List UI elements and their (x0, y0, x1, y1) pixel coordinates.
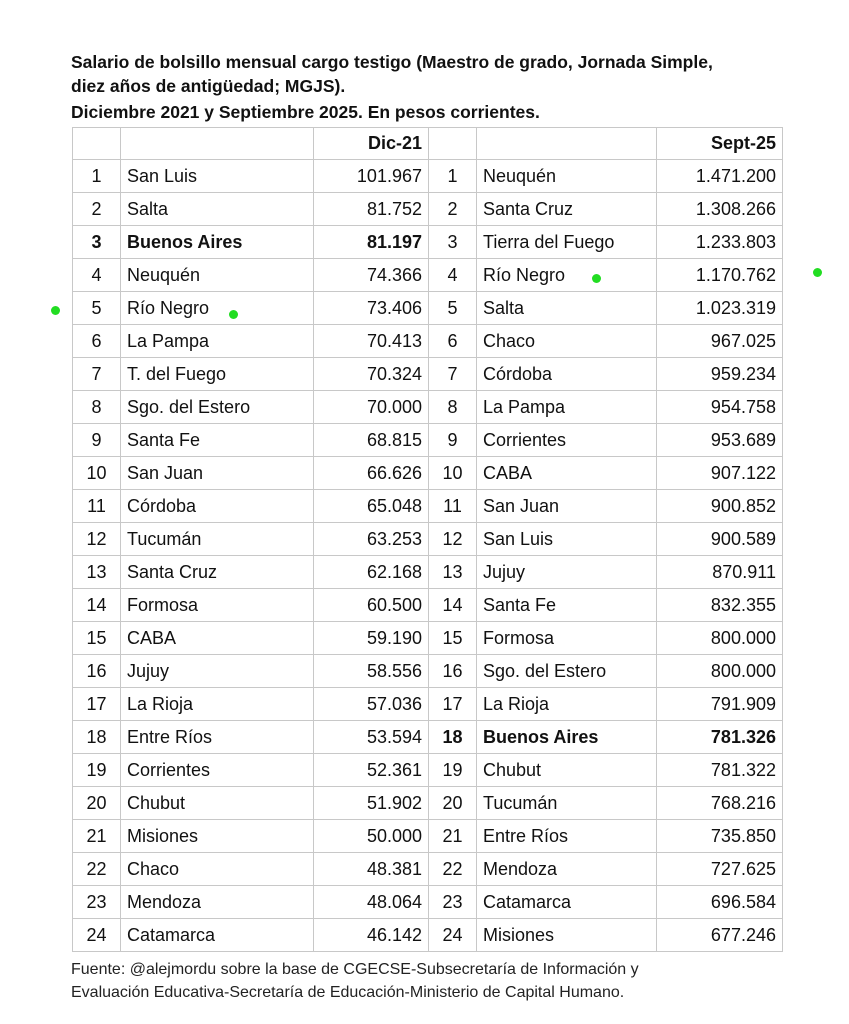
rank-left: 1 (73, 160, 121, 193)
rank-right: 23 (429, 886, 477, 919)
rank-right: 9 (429, 424, 477, 457)
salary-dic21: 65.048 (314, 490, 429, 523)
salary-sept25: 832.355 (657, 589, 783, 622)
rank-left: 4 (73, 259, 121, 292)
table-row (73, 292, 783, 325)
table-row (73, 754, 783, 787)
rank-left: 14 (73, 589, 121, 622)
footnote-line-2: Evaluación Educativa-Secretaría de Educación-Ministerio de Capital Humano. (71, 984, 625, 1001)
rank-left: 17 (73, 688, 121, 721)
table-row (73, 259, 783, 292)
salary-sept25: 677.246 (657, 919, 783, 952)
table-row (73, 226, 783, 259)
salary-sept25: 900.852 (657, 490, 783, 523)
salary-dic21: 70.324 (314, 358, 429, 391)
rank-right: 3 (429, 226, 477, 259)
province-left: Santa Cruz (121, 556, 314, 589)
rank-left: 10 (73, 457, 121, 490)
green-marker-dot (229, 310, 238, 319)
rank-left: 5 (73, 292, 121, 325)
province-right: Misiones (477, 919, 657, 952)
table-row (73, 424, 783, 457)
rank-right: 10 (429, 457, 477, 490)
footnote-line-1: Fuente: @alejmordu sobre la base de CGECSE-Subsecretaría de Información y (71, 961, 639, 978)
table-row (73, 589, 783, 622)
header-rank-right (429, 128, 477, 160)
rank-right: 11 (429, 490, 477, 523)
table-row (73, 391, 783, 424)
rank-left: 16 (73, 655, 121, 688)
province-left: Río Negro (121, 292, 314, 325)
salary-ranking-table (72, 127, 783, 952)
salary-sept25: 959.234 (657, 358, 783, 391)
rank-right: 1 (429, 160, 477, 193)
table-row (73, 523, 783, 556)
province-left: Entre Ríos (121, 721, 314, 754)
province-left: Córdoba (121, 490, 314, 523)
province-right: Mendoza (477, 853, 657, 886)
table-row (73, 358, 783, 391)
salary-dic21: 53.594 (314, 721, 429, 754)
province-right: La Pampa (477, 391, 657, 424)
province-right: Salta (477, 292, 657, 325)
province-right: Buenos Aires (477, 721, 657, 754)
rank-left: 15 (73, 622, 121, 655)
province-left: Chubut (121, 787, 314, 820)
rank-left: 9 (73, 424, 121, 457)
province-right: Jujuy (477, 556, 657, 589)
rank-left: 23 (73, 886, 121, 919)
province-right: Chubut (477, 754, 657, 787)
salary-dic21: 63.253 (314, 523, 429, 556)
rank-right: 22 (429, 853, 477, 886)
table-row (73, 325, 783, 358)
rank-left: 18 (73, 721, 121, 754)
rank-left: 24 (73, 919, 121, 952)
province-left: San Luis (121, 160, 314, 193)
salary-sept25: 1.233.803 (657, 226, 783, 259)
salary-dic21: 70.000 (314, 391, 429, 424)
province-left: Salta (121, 193, 314, 226)
salary-dic21: 51.902 (314, 787, 429, 820)
salary-sept25: 781.322 (657, 754, 783, 787)
salary-sept25: 800.000 (657, 622, 783, 655)
salary-sept25: 1.023.319 (657, 292, 783, 325)
salary-dic21: 101.967 (314, 160, 429, 193)
province-right: San Luis (477, 523, 657, 556)
salary-dic21: 48.064 (314, 886, 429, 919)
rank-right: 8 (429, 391, 477, 424)
province-right: Córdoba (477, 358, 657, 391)
province-left: CABA (121, 622, 314, 655)
table-row (73, 787, 783, 820)
table-row (73, 556, 783, 589)
province-left: Neuquén (121, 259, 314, 292)
rank-left: 7 (73, 358, 121, 391)
salary-dic21: 52.361 (314, 754, 429, 787)
salary-dic21: 66.626 (314, 457, 429, 490)
salary-dic21: 73.406 (314, 292, 429, 325)
header-province-right (477, 128, 657, 160)
title-line-1: Salario de bolsillo mensual cargo testigo (Maestro de grado, Jornada Simple, (71, 52, 713, 72)
salary-sept25: 791.909 (657, 688, 783, 721)
document-title (71, 50, 791, 126)
salary-dic21: 68.815 (314, 424, 429, 457)
rank-right: 17 (429, 688, 477, 721)
province-left: Buenos Aires (121, 226, 314, 259)
source-footnote (71, 958, 639, 1004)
salary-sept25: 900.589 (657, 523, 783, 556)
province-left: Santa Fe (121, 424, 314, 457)
salary-dic21: 59.190 (314, 622, 429, 655)
province-left: Chaco (121, 853, 314, 886)
salary-dic21: 62.168 (314, 556, 429, 589)
salary-sept25: 1.308.266 (657, 193, 783, 226)
salary-sept25: 953.689 (657, 424, 783, 457)
rank-left: 2 (73, 193, 121, 226)
salary-sept25: 870.911 (657, 556, 783, 589)
province-right: Santa Cruz (477, 193, 657, 226)
province-right: Santa Fe (477, 589, 657, 622)
province-right: Formosa (477, 622, 657, 655)
rank-right: 15 (429, 622, 477, 655)
province-left: Mendoza (121, 886, 314, 919)
rank-left: 8 (73, 391, 121, 424)
salary-dic21: 60.500 (314, 589, 429, 622)
table-row (73, 490, 783, 523)
province-left: Misiones (121, 820, 314, 853)
salary-sept25: 954.758 (657, 391, 783, 424)
province-left: Sgo. del Estero (121, 391, 314, 424)
rank-right: 7 (429, 358, 477, 391)
salary-dic21: 57.036 (314, 688, 429, 721)
rank-left: 3 (73, 226, 121, 259)
table-row (73, 655, 783, 688)
table-row (73, 721, 783, 754)
salary-dic21: 70.413 (314, 325, 429, 358)
salary-sept25: 1.471.200 (657, 160, 783, 193)
table-header-row (73, 128, 783, 160)
title-line-2: diez años de antigüedad; MGJS). (71, 76, 346, 96)
salary-sept25: 781.326 (657, 721, 783, 754)
province-right: San Juan (477, 490, 657, 523)
table-row (73, 193, 783, 226)
rank-left: 12 (73, 523, 121, 556)
salary-dic21: 74.366 (314, 259, 429, 292)
table-row (73, 886, 783, 919)
salary-sept25: 800.000 (657, 655, 783, 688)
rank-right: 5 (429, 292, 477, 325)
province-left: La Rioja (121, 688, 314, 721)
province-right: La Rioja (477, 688, 657, 721)
salary-dic21: 48.381 (314, 853, 429, 886)
rank-right: 19 (429, 754, 477, 787)
province-right: Neuquén (477, 160, 657, 193)
province-left: Formosa (121, 589, 314, 622)
province-right: Chaco (477, 325, 657, 358)
rank-left: 6 (73, 325, 121, 358)
rank-right: 12 (429, 523, 477, 556)
province-left: Corrientes (121, 754, 314, 787)
green-marker-dot (813, 268, 822, 277)
table-row (73, 919, 783, 952)
rank-right: 13 (429, 556, 477, 589)
province-right: Tierra del Fuego (477, 226, 657, 259)
table-row (73, 853, 783, 886)
rank-left: 19 (73, 754, 121, 787)
rank-right: 24 (429, 919, 477, 952)
rank-right: 21 (429, 820, 477, 853)
salary-dic21: 81.197 (314, 226, 429, 259)
province-right: CABA (477, 457, 657, 490)
salary-sept25: 1.170.762 (657, 259, 783, 292)
province-left: Jujuy (121, 655, 314, 688)
title-line-3: Diciembre 2021 y Septiembre 2025. En pesos corrientes. (71, 102, 540, 122)
table-row (73, 160, 783, 193)
province-right: Corrientes (477, 424, 657, 457)
province-left: La Pampa (121, 325, 314, 358)
table-row (73, 622, 783, 655)
table-row (73, 820, 783, 853)
rank-right: 2 (429, 193, 477, 226)
province-right: Catamarca (477, 886, 657, 919)
rank-left: 22 (73, 853, 121, 886)
province-left: Tucumán (121, 523, 314, 556)
header-dic21: Dic-21 (314, 128, 429, 160)
salary-sept25: 768.216 (657, 787, 783, 820)
rank-right: 18 (429, 721, 477, 754)
table-row (73, 688, 783, 721)
rank-right: 4 (429, 259, 477, 292)
salary-dic21: 81.752 (314, 193, 429, 226)
salary-sept25: 727.625 (657, 853, 783, 886)
green-marker-dot (592, 274, 601, 283)
salary-dic21: 50.000 (314, 820, 429, 853)
salary-sept25: 967.025 (657, 325, 783, 358)
salary-dic21: 46.142 (314, 919, 429, 952)
rank-right: 16 (429, 655, 477, 688)
salary-sept25: 735.850 (657, 820, 783, 853)
rank-left: 21 (73, 820, 121, 853)
green-marker-dot (51, 306, 60, 315)
province-left: San Juan (121, 457, 314, 490)
rank-left: 13 (73, 556, 121, 589)
province-left: Catamarca (121, 919, 314, 952)
salary-sept25: 907.122 (657, 457, 783, 490)
rank-left: 20 (73, 787, 121, 820)
rank-left: 11 (73, 490, 121, 523)
header-province-left (121, 128, 314, 160)
province-right: Entre Ríos (477, 820, 657, 853)
header-rank-left (73, 128, 121, 160)
header-sept25: Sept-25 (657, 128, 783, 160)
province-left: T. del Fuego (121, 358, 314, 391)
table-row (73, 457, 783, 490)
salary-sept25: 696.584 (657, 886, 783, 919)
rank-right: 6 (429, 325, 477, 358)
province-right: Sgo. del Estero (477, 655, 657, 688)
province-right: Río Negro (477, 259, 657, 292)
province-right: Tucumán (477, 787, 657, 820)
rank-right: 20 (429, 787, 477, 820)
rank-right: 14 (429, 589, 477, 622)
salary-dic21: 58.556 (314, 655, 429, 688)
